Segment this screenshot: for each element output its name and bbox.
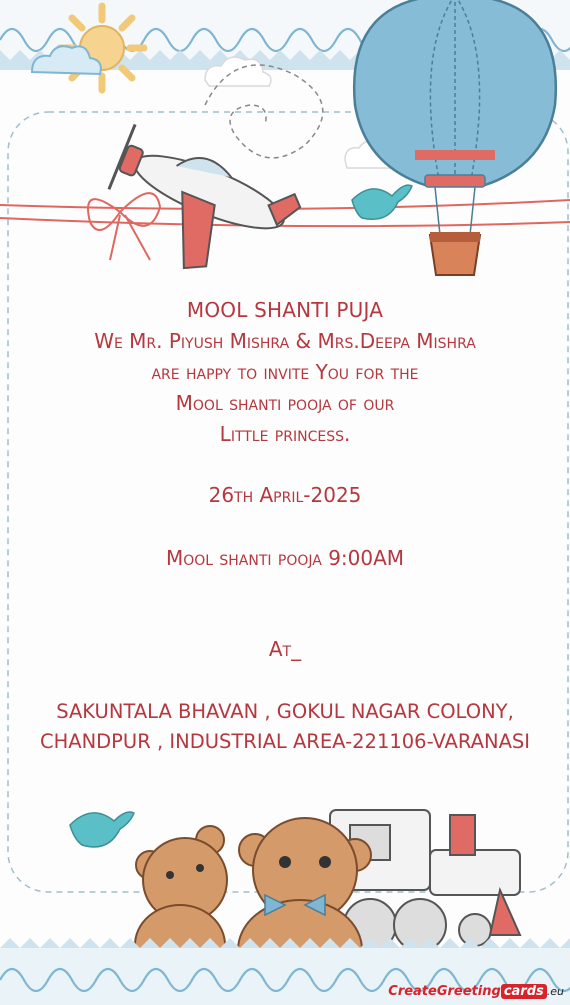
bird-icon-2: [70, 812, 134, 847]
brand-part-3: .eu: [546, 985, 564, 998]
address-line-1: SAKUNTALA BHAVAN , GOKUL NAGAR COLONY,: [56, 700, 514, 723]
hosts-line: We Mr. Piyush Mishra & Mrs.Deepa Mishra: [94, 329, 476, 353]
event-date: 26th April-2025: [208, 483, 362, 507]
invite-line: are happy to invite You for the: [151, 360, 419, 384]
brand-part-1: CreateGreeting: [388, 984, 501, 999]
train-icon: [330, 810, 520, 951]
invitation-text: [0, 295, 570, 757]
event-time: Mool shanti pooja 9:00AM: [165, 546, 405, 570]
invitation-title: MOOL SHANTI PUJA: [186, 298, 384, 322]
address-line-2: CHANDPUR , INDUSTRIAL AREA-221106-VARANASI: [39, 730, 531, 753]
venue-label: At_: [268, 637, 302, 661]
bird-icon: [352, 185, 412, 219]
airplane-icon: [92, 124, 306, 300]
brand-logo[interactable]: [388, 984, 564, 999]
occasion-line: Mool shanti pooja of our: [175, 391, 395, 415]
honoree-line: Little princess.: [219, 422, 351, 446]
brand-part-2: cards: [501, 984, 547, 999]
hot-air-balloon-icon: [354, 0, 556, 275]
